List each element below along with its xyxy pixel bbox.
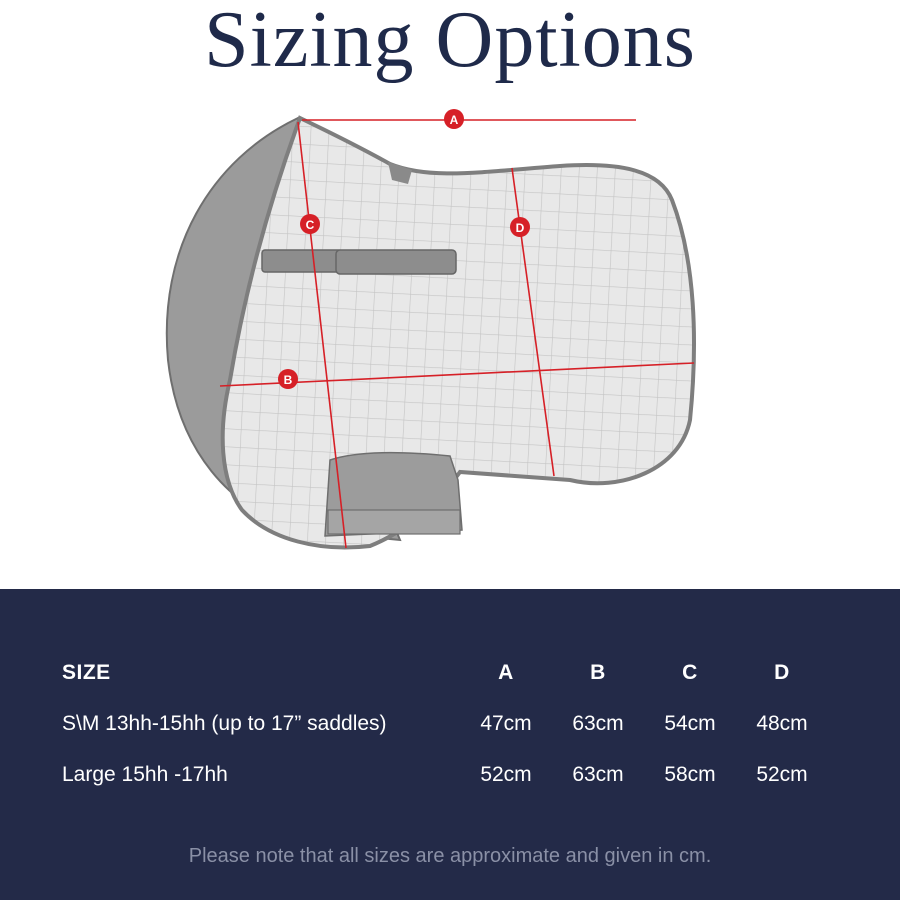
table-row bbox=[62, 698, 828, 749]
size-a-value: 47cm bbox=[480, 711, 532, 735]
size-table-header bbox=[62, 647, 828, 698]
column-header-b: B bbox=[590, 660, 606, 684]
marker-a bbox=[444, 109, 464, 129]
size-d-value: 48cm bbox=[756, 711, 808, 735]
size-name: Large 15hh -17hh bbox=[62, 762, 228, 786]
sizing-note: Please note that all sizes are approximate and given in cm. bbox=[188, 845, 712, 867]
size-b-value: 63cm bbox=[572, 711, 624, 735]
column-header-size: SIZE bbox=[62, 660, 111, 684]
column-header-a: A bbox=[498, 660, 514, 684]
column-header-d: D bbox=[774, 660, 790, 684]
column-header-c: C bbox=[682, 660, 698, 684]
saddle-pad-illustration bbox=[150, 100, 730, 570]
size-a-value: 52cm bbox=[480, 762, 532, 786]
marker-c-label: C bbox=[305, 218, 315, 232]
girth-loop-left bbox=[262, 250, 342, 272]
girth-loop-right bbox=[336, 250, 456, 274]
marker-a-label: A bbox=[449, 113, 459, 127]
size-b-value: 63cm bbox=[572, 762, 624, 786]
size-table bbox=[62, 647, 828, 800]
size-d-value: 52cm bbox=[756, 762, 808, 786]
page-title: Sizing Options bbox=[204, 0, 696, 84]
marker-d-label: D bbox=[515, 221, 525, 235]
marker-d bbox=[510, 217, 530, 237]
size-c-value: 54cm bbox=[664, 711, 716, 735]
saddle-pad-diagram bbox=[150, 100, 730, 570]
size-c-value: 58cm bbox=[664, 762, 716, 786]
marker-b-label: B bbox=[283, 373, 293, 387]
pad-rear-strip bbox=[328, 510, 460, 534]
table-row bbox=[62, 749, 828, 800]
size-chart-panel bbox=[0, 589, 900, 900]
marker-b bbox=[278, 369, 298, 389]
size-name: S\M 13hh-15hh (up to 17” saddles) bbox=[62, 711, 387, 735]
marker-c bbox=[300, 214, 320, 234]
